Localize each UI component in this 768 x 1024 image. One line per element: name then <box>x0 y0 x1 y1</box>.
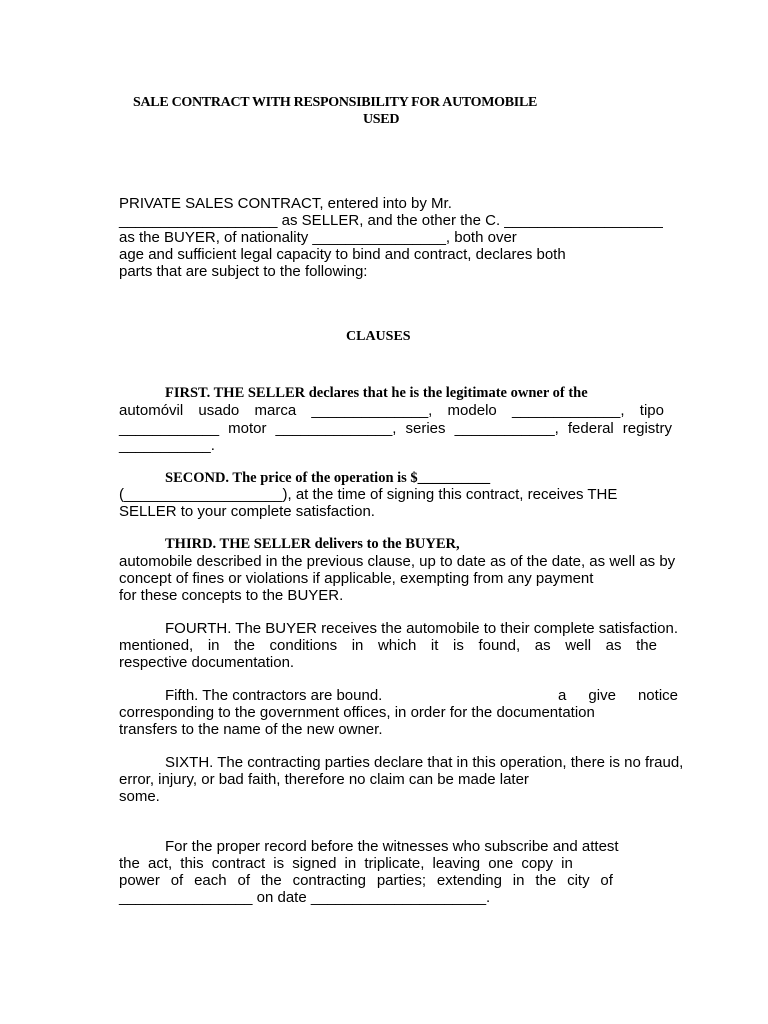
sixth-clause-line-3: some. <box>119 788 160 805</box>
closing-line-3: power of each of the contracting parties; extending in the city of <box>119 872 613 889</box>
intro-line-4: age and sufficient legal capacity to bind and contract, declares both <box>119 246 566 263</box>
third-clause-line-4: for these concepts to the BUYER. <box>119 587 344 604</box>
first-clause-line-4: ___________. <box>119 437 215 454</box>
second-clause-line-3: SELLER to your complete satisfaction. <box>119 503 375 520</box>
third-clause-lead: THIRD. THE SELLER delivers to the BUYER, <box>165 536 460 552</box>
second-clause-lead: SECOND. The price of the operation is $__________ <box>165 470 491 486</box>
fourth-clause-line-2: mentioned, in the conditions in which it is found, as well as the <box>119 637 657 654</box>
fifth-clause-line-3: transfers to the name of the new owner. <box>119 721 383 738</box>
sixth-clause-lead: SIXTH. The contracting parties declare that in this operation, there is no fraud, <box>165 754 684 771</box>
intro-line-1: PRIVATE SALES CONTRACT, entered into by Mr. <box>119 195 452 212</box>
fourth-clause-line-3: respective documentation. <box>119 654 295 671</box>
fourth-clause-lead: FOURTH. The BUYER receives the automobile to their complete satisfaction. <box>165 620 678 637</box>
third-clause-line-2: automobile described in the previous clause, up to date as of the date, as well as by <box>119 553 676 570</box>
intro-line-5: parts that are subject to the following: <box>119 263 368 280</box>
closing-line-2: the act, this contract is signed in triplicate, leaving one copy in <box>119 855 573 872</box>
first-clause-line-2: automóvil usado marca ______________, modelo _____________, tipo <box>119 402 664 419</box>
intro-line-3: as the BUYER, of nationality ________________, both over <box>119 229 517 246</box>
second-clause-line-2: (___________________), at the time of signing this contract, receives THE <box>119 486 618 503</box>
third-clause-line-3: concept of fines or violations if applicable, exempting from any payment <box>119 570 594 587</box>
fifth-clause-line-2: corresponding to the government offices, in order for the documentation <box>119 704 595 721</box>
document-title-line-1: SALE CONTRACT WITH RESPONSIBILITY FOR AUTOMOBILE <box>133 95 538 110</box>
intro-line-2: ___________________ as SELLER, and the other the C. ___________________ <box>119 212 663 229</box>
document-title-line-2: USED <box>363 112 400 127</box>
clauses-heading: CLAUSES <box>346 329 411 344</box>
sixth-clause-line-2: error, injury, or bad faith, therefore no claim can be made later <box>119 771 529 788</box>
first-clause-lead: FIRST. THE SELLER declares that he is the legitimate owner of the <box>165 385 588 401</box>
closing-lead: For the proper record before the witnesses who subscribe and attest <box>165 838 619 855</box>
fifth-clause-lead-tail: a give notice <box>558 687 678 704</box>
fifth-clause-lead: Fifth. The contractors are bound. <box>165 687 383 704</box>
first-clause-line-3: ____________ motor ______________, series ____________, federal registry <box>119 420 672 437</box>
closing-line-4: ________________ on date _____________________. <box>119 889 491 906</box>
